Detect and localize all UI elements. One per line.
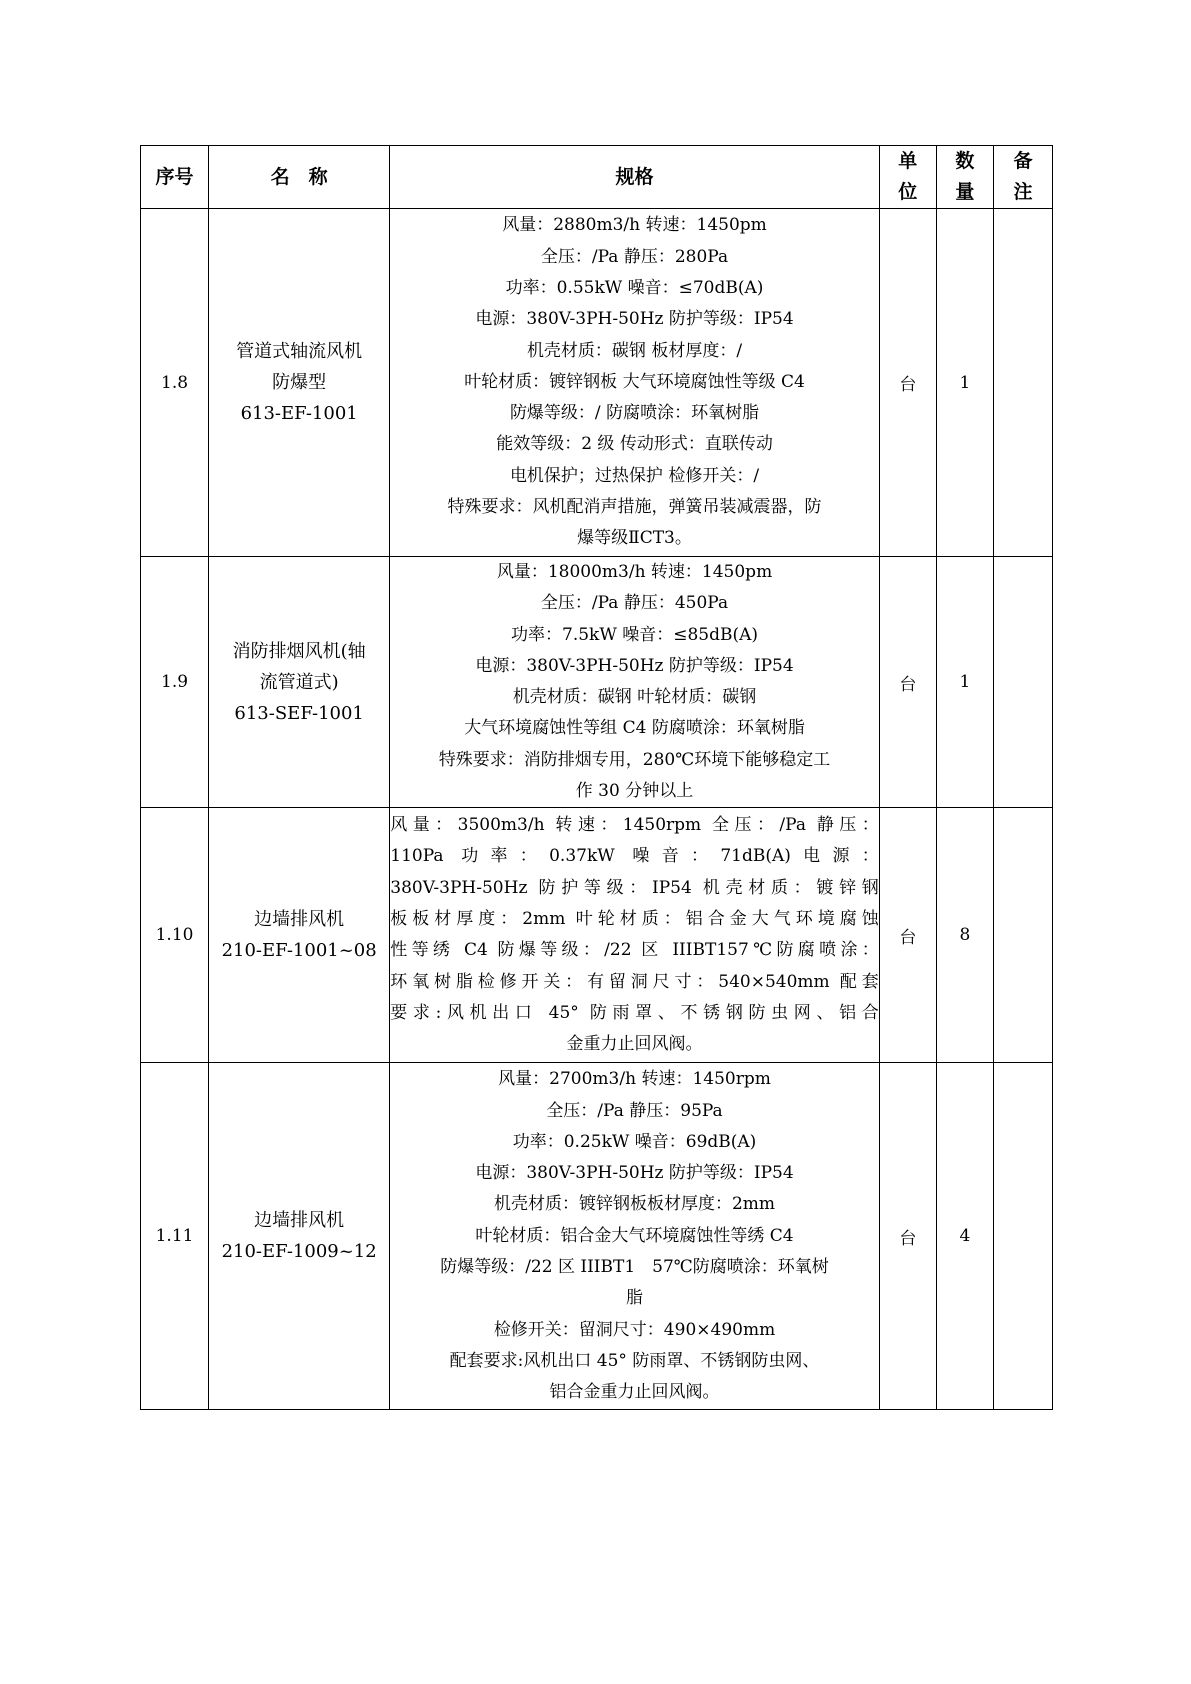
spec-line: 机壳材质：碳钢 叶轮材质：碳钢: [512, 687, 757, 708]
name-line: 613-EF-1001: [240, 403, 358, 424]
spec-line: 特殊要求：风机配消声措施，弹簧吊装减震器，防: [447, 497, 822, 518]
cell-note: [993, 808, 1052, 1063]
header-unit: [879, 146, 936, 209]
name-line: 边墙排风机: [254, 909, 345, 931]
spec-line: 检修开关：留洞尺寸：490×490mm: [493, 1319, 776, 1340]
spec-line: 性等绣 C4 防爆等级：/22 区 IIIBT157℃防腐喷涂：: [390, 940, 879, 961]
name-line: 210-EF-1001~08: [221, 940, 377, 962]
table-row: [141, 1063, 1053, 1410]
cell-spec: [390, 557, 880, 808]
header-note: [993, 146, 1052, 209]
equipment-spec-table: [140, 145, 1053, 1410]
header-unit-line: 位: [898, 181, 918, 203]
header-no: 序号: [141, 146, 209, 209]
spec-line: 铝合金重力止回风阀。: [549, 1382, 720, 1403]
spec-line: 脂: [626, 1288, 644, 1309]
spec-line: 功率：7.5kW 噪音：≤85dB(A): [511, 624, 759, 645]
cell-spec: [390, 1063, 880, 1410]
spec-line: 叶轮材质：镀锌钢板 大气环境腐蚀性等级 C4: [464, 371, 805, 392]
spec-line: 风量：2700m3/h 转速：1450rpm: [498, 1069, 771, 1090]
spec-line: 环氧树脂检修开关：有留洞尺寸：540×540mm 配套: [390, 971, 879, 992]
spec-line: 叶轮材质：铝合金大气环境腐蚀性等绣 C4: [475, 1225, 794, 1246]
spec-line: 电源：380V-3PH-50Hz 防护等级：IP54: [475, 309, 794, 330]
cell-unit: 台: [879, 209, 936, 557]
spec-line: 爆等级ⅡCT3。: [577, 528, 692, 549]
cell-no: 1.11: [141, 1063, 209, 1410]
cell-name: [209, 209, 390, 557]
cell-qty: 1: [936, 209, 993, 557]
spec-line: 电源：380V-3PH-50Hz 防护等级：IP54: [475, 655, 794, 676]
cell-qty: 8: [936, 808, 993, 1063]
spec-line: 机壳材质：碳钢 板材厚度：/: [526, 340, 743, 361]
name-line: 管道式轴流风机: [236, 341, 363, 362]
spec-line: 电源：380V-3PH-50Hz 防护等级：IP54: [475, 1163, 794, 1184]
cell-spec: [390, 209, 880, 557]
spec-line: 板板材厚度：2mm 叶轮材质：铝合金大气环境腐蚀: [390, 909, 879, 930]
spec-line: 全压：/Pa 静压：450Pa: [540, 593, 729, 614]
cell-unit: 台: [879, 557, 936, 808]
cell-no: 1.9: [141, 557, 209, 808]
spec-line: 全压：/Pa 静压：280Pa: [540, 246, 729, 267]
spec-line: 风量：2880m3/h 转速：1450pm: [502, 215, 767, 236]
spec-line: 机壳材质：镀锌钢板板材厚度：2mm: [493, 1194, 776, 1215]
name-line: 防爆型: [272, 372, 327, 393]
spec-line: 金重力止回风阀。: [566, 1034, 703, 1055]
spec-line: 功率：0.25kW 噪音：69dB(A): [512, 1131, 757, 1152]
spec-line: 110Pa 功率：0.37kW 噪音：71dB(A)电源：: [390, 846, 879, 867]
spec-line: 电机保护；过热保护 检修开关：/: [509, 465, 760, 486]
header-name: 名 称: [209, 146, 390, 209]
header-qty-line: 数: [955, 150, 975, 172]
table-row: [141, 557, 1053, 808]
name-line: 消防排烟风机(轴: [232, 640, 366, 662]
header-note-line: 注: [1013, 181, 1033, 203]
cell-spec: [390, 808, 880, 1063]
table-row: [141, 808, 1053, 1063]
spec-line: 全压：/Pa 静压：95Pa: [546, 1100, 723, 1121]
spec-line: 风量：18000m3/h 转速：1450pm: [496, 562, 773, 582]
name-line: 613-SEF-1001: [234, 702, 364, 724]
spec-line: 功率：0.55kW 噪音：≤70dB(A): [505, 277, 764, 298]
cell-name: [209, 557, 390, 808]
spec-line: 380V-3PH-50Hz 防护等级：IP54 机壳材质：镀锌钢: [390, 877, 879, 898]
cell-unit: 台: [879, 1063, 936, 1410]
name-line: 210-EF-1009~12: [221, 1241, 377, 1263]
cell-name: [209, 1063, 390, 1410]
cell-name: [209, 808, 390, 1063]
name-line: 流管道式): [259, 671, 339, 693]
spec-line: 特殊要求：消防排烟专用，280℃环境下能够稳定工: [438, 749, 831, 770]
header-qty: [936, 146, 993, 209]
table-header-row: [141, 146, 1053, 209]
spec-line: 配套要求:风机出口 45° 防雨罩、不锈钢防虫网、: [449, 1350, 820, 1371]
cell-qty: 4: [936, 1063, 993, 1410]
table-row: [141, 209, 1053, 557]
cell-note: [993, 209, 1052, 557]
spec-line: 防爆等级：/22 区 IIIBT1 57℃防腐喷涂：环氧树: [440, 1257, 829, 1278]
spec-line: 大气环境腐蚀性等组 C4 防腐喷涂：环氧树脂: [464, 718, 805, 739]
spec-line: 风量：3500m3/h 转速：1450rpm 全压：/Pa 静压：: [390, 815, 879, 836]
cell-qty: 1: [936, 557, 993, 808]
spec-line: 要求:风机出口 45° 防雨罩、不锈钢防虫网、铝合: [390, 1002, 879, 1023]
cell-no: 1.10: [141, 808, 209, 1063]
header-spec: 规格: [390, 146, 880, 209]
cell-note: [993, 1063, 1052, 1410]
header-qty-line: 量: [955, 181, 975, 203]
header-note-line: 备: [1013, 150, 1033, 172]
spec-line: 作 30 分钟以上: [575, 781, 694, 802]
spec-line: 防爆等级：/ 防腐喷涂：环氧树脂: [509, 403, 760, 424]
cell-note: [993, 557, 1052, 808]
header-unit-line: 单: [898, 150, 918, 172]
cell-no: 1.8: [141, 209, 209, 557]
name-line: 边墙排风机: [254, 1210, 345, 1232]
cell-unit: 台: [879, 808, 936, 1063]
spec-line: 能效等级：2 级 传动形式：直联传动: [496, 434, 773, 455]
